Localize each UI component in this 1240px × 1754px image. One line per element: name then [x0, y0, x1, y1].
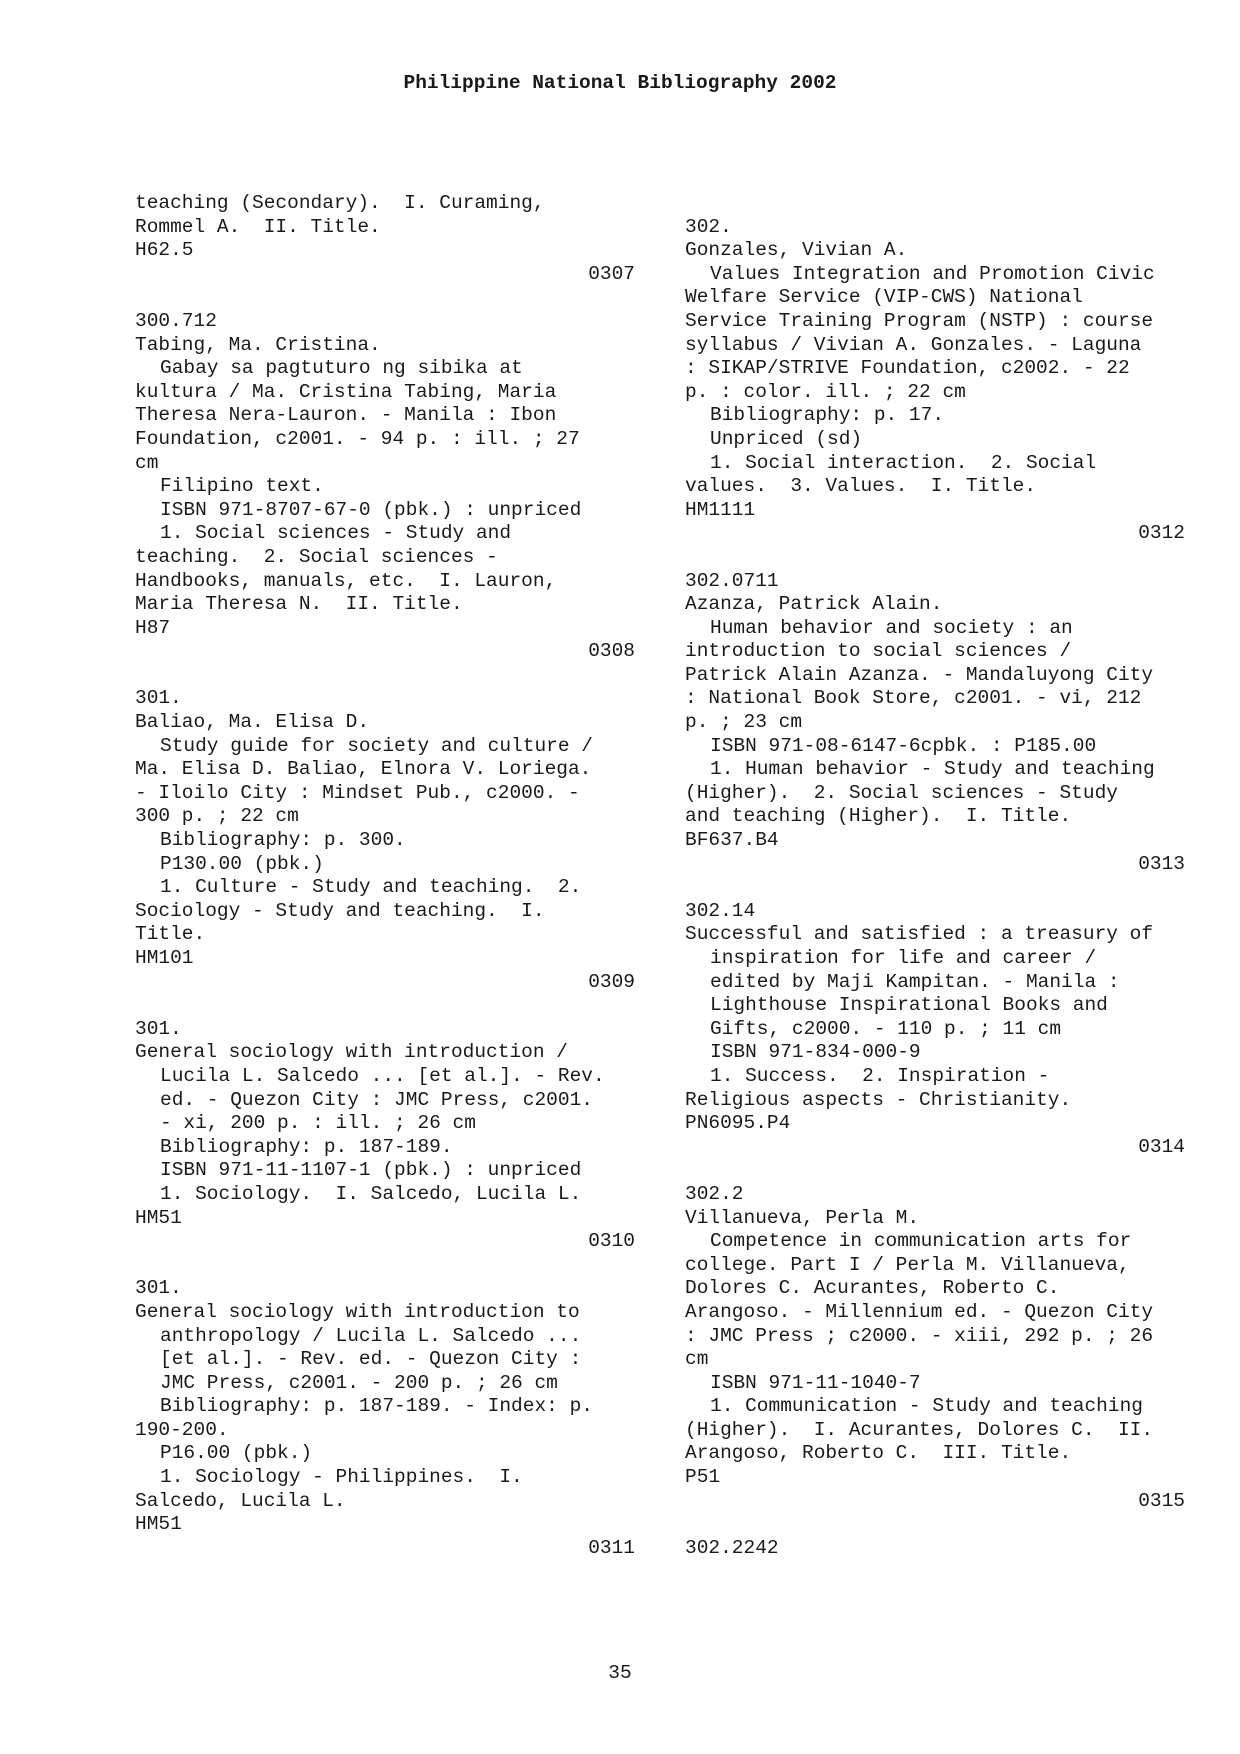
- entry-line: 1. Human behavior - Study and teaching: [710, 758, 1155, 781]
- entry-line: teaching (Secondary). I. Curaming,: [135, 192, 545, 214]
- entry-line: General sociology with introduction to: [135, 1300, 580, 1323]
- entry-line: 1. Sociology - Philippines. I.: [160, 1466, 523, 1489]
- entry-number: 0310: [588, 1230, 635, 1253]
- entry-line: Azanza, Patrick Alain.: [685, 593, 943, 616]
- entry-line: 1. Social interaction. 2. Social: [710, 451, 1097, 474]
- entry-line: P16.00 (pbk.): [160, 1442, 313, 1465]
- entry-line: Successful and satisfied : a treasury of: [685, 923, 1154, 946]
- entry-line: BF637.B4: [685, 829, 779, 852]
- entry-line: syllabus / Vivian A. Gonzales. - Laguna: [685, 333, 1142, 356]
- entry-line: values. 3. Values. I. Title.: [685, 475, 1037, 498]
- entry-line: 1. Culture - Study and teaching. 2.: [160, 876, 582, 899]
- entry-line: H62.5: [135, 239, 194, 262]
- entry-line: Competence in communication arts for: [710, 1230, 1132, 1253]
- entry-line: p. : color. ill. ; 22 cm: [685, 380, 966, 403]
- entry-line: Values Integration and Promotion Civic: [710, 262, 1155, 285]
- left-column: [135, 192, 635, 1560]
- entry-line: 1. Success. 2. Inspiration -: [710, 1064, 1050, 1087]
- entry-line: Arangoso, Roberto C. III. Title.: [685, 1442, 1072, 1465]
- entry-line: p. ; 23 cm: [685, 711, 803, 734]
- entry-line: ed. - Quezon City : JMC Press, c2001.: [160, 1088, 593, 1111]
- entry-line: JMC Press, c2001. - 200 p. ; 26 cm: [160, 1371, 558, 1394]
- entry-line: HM51: [135, 1206, 182, 1229]
- entry-line: 300 p. ; 22 cm: [135, 805, 299, 828]
- entry-line: Rommel A. II. Title.: [135, 215, 381, 238]
- entry-line: introduction to social sciences /: [685, 640, 1072, 663]
- entry-line: edited by Maji Kampitan. - Manila :: [710, 970, 1120, 993]
- entry-line: 302.14: [685, 899, 756, 922]
- entry-line: Unpriced (sd): [710, 427, 863, 450]
- entry-line: - xi, 200 p. : ill. ; 26 cm: [160, 1112, 476, 1135]
- entry-line: : JMC Press ; c2000. - xiii, 292 p. ; 26: [685, 1324, 1154, 1347]
- entry-line: Patrick Alain Azanza. - Mandaluyong City: [685, 663, 1154, 686]
- entry-line: Bibliography: p. 17.: [710, 404, 945, 427]
- entry-number: 0309: [588, 970, 635, 993]
- entry-line: (Higher). 2. Social sciences - Study: [685, 781, 1118, 804]
- entry-line: Salcedo, Lucila L.: [135, 1489, 346, 1512]
- entry-line: General sociology with introduction /: [135, 1041, 568, 1064]
- entry-line: Baliao, Ma. Elisa D.: [135, 711, 370, 734]
- entry-line: Handbooks, manuals, etc. I. Lauron,: [135, 569, 557, 592]
- entry-line: 301.: [135, 1017, 182, 1040]
- entry-line: Religious aspects - Christianity.: [685, 1088, 1072, 1111]
- entry-line: [685, 192, 1185, 216]
- entry-number: 0307: [588, 262, 635, 285]
- entry-line: Lucila L. Salcedo ... [et al.]. - Rev.: [160, 1064, 605, 1087]
- entry-line: Tabing, Ma. Cristina.: [135, 333, 381, 356]
- entry-line: Bibliography: p. 300.: [160, 829, 406, 852]
- entry-line: and teaching (Higher). I. Title.: [685, 805, 1072, 828]
- entry-line: Filipino text.: [160, 475, 324, 498]
- entry-line: ISBN 971-834-000-9: [710, 1041, 921, 1064]
- entry-line: Welfare Service (VIP-CWS) National: [685, 286, 1083, 309]
- entry-line: Foundation, c2001. - 94 p. : ill. ; 27: [135, 427, 580, 450]
- entry-line: ISBN 971-08-6147-6cpbk. : P185.00: [710, 734, 1097, 757]
- entry-line: Sociology - Study and teaching. I.: [135, 899, 545, 922]
- entry-line: [135, 286, 635, 310]
- entry-line: ISBN 971-11-1107-1 (pbk.) : unpriced: [160, 1159, 582, 1182]
- entry-line: : SIKAP/STRIVE Foundation, c2002. - 22: [685, 357, 1130, 380]
- entry-line: : National Book Store, c2001. - vi, 212: [685, 687, 1142, 710]
- entry-line: college. Part I / Perla M. Villanueva,: [685, 1253, 1130, 1276]
- entry-line: 302.: [685, 215, 732, 238]
- entry-number: 0308: [588, 640, 635, 663]
- entry-line: Bibliography: p. 187-189.: [160, 1135, 453, 1158]
- entry-line: 1. Social sciences - Study and: [160, 522, 512, 545]
- entry-line: cm: [135, 451, 159, 474]
- entry-line: HM51: [135, 1513, 182, 1536]
- entry-line: 302.2242: [685, 1536, 779, 1559]
- entry-line: Gabay sa pagtuturo ng sibika at: [160, 357, 523, 380]
- entry-line: Maria Theresa N. II. Title.: [135, 593, 463, 616]
- entry-line: teaching. 2. Social sciences -: [135, 545, 498, 568]
- page-title: Philippine National Bibliography 2002: [403, 72, 837, 94]
- entry-line: ISBN 971-11-1040-7: [710, 1371, 921, 1394]
- entry-line: HM1111: [685, 498, 756, 521]
- entry-line: Lighthouse Inspirational Books and: [710, 994, 1108, 1017]
- entry-line: Dolores C. Acurantes, Roberto C.: [685, 1277, 1060, 1300]
- entry-line: kultura / Ma. Cristina Tabing, Maria: [135, 380, 557, 403]
- entry-line: P51: [685, 1466, 721, 1489]
- entry-line: [685, 876, 1185, 900]
- entry-line: anthropology / Lucila L. Salcedo ...: [160, 1324, 582, 1347]
- entry-line: PN6095.P4: [685, 1112, 791, 1135]
- entry-line: cm: [685, 1348, 709, 1371]
- entry-number: 0313: [1138, 852, 1185, 875]
- entry-line: [685, 1159, 1185, 1183]
- entry-number: 0312: [1138, 522, 1185, 545]
- entry-line: H87: [135, 616, 171, 639]
- entry-line: - Iloilo City : Mindset Pub., c2000. -: [135, 781, 580, 804]
- entry-line: 302.0711: [685, 569, 779, 592]
- entry-line: (Higher). I. Acurantes, Dolores C. II.: [685, 1418, 1154, 1441]
- entry-line: [685, 1513, 1185, 1537]
- entry-line: [et al.]. - Rev. ed. - Quezon City :: [160, 1348, 582, 1371]
- entry-line: 1. Sociology. I. Salcedo, Lucila L.: [160, 1182, 582, 1205]
- entry-line: [685, 546, 1185, 570]
- entry-line: inspiration for life and career /: [710, 947, 1097, 969]
- entry-line: Service Training Program (NSTP) : course: [685, 309, 1154, 332]
- entry-line: P130.00 (pbk.): [160, 852, 324, 875]
- entry-line: Ma. Elisa D. Baliao, Elnora V. Loriega.: [135, 758, 592, 781]
- entry-line: Arangoso. - Millennium ed. - Quezon City: [685, 1300, 1154, 1323]
- entry-line: Bibliography: p. 187-189. - Index: p.: [160, 1395, 593, 1418]
- entry-line: [135, 994, 635, 1018]
- entry-line: Villanueva, Perla M.: [685, 1206, 920, 1229]
- entry-line: Human behavior and society : an: [710, 616, 1073, 639]
- right-column: [685, 192, 1185, 1560]
- entry-line: 301.: [135, 1277, 182, 1300]
- entry-line: Title.: [135, 923, 206, 946]
- entry-number: 0311: [588, 1536, 635, 1559]
- entry-line: HM101: [135, 947, 194, 969]
- entry-line: Gonzales, Vivian A.: [685, 239, 908, 262]
- entry-number: 0314: [1138, 1135, 1185, 1158]
- entry-line: Theresa Nera-Lauron. - Manila : Ibon: [135, 404, 557, 427]
- entry-line: Gifts, c2000. - 110 p. ; 11 cm: [710, 1017, 1062, 1040]
- entry-line: 1. Communication - Study and teaching: [710, 1395, 1143, 1418]
- page-number: 35: [608, 1662, 632, 1684]
- entry-line: 300.712: [135, 309, 217, 332]
- entry-line: Study guide for society and culture /: [160, 734, 593, 757]
- entry-line: [135, 664, 635, 688]
- entry-number: 0315: [1138, 1489, 1185, 1512]
- entry-line: 301.: [135, 687, 182, 710]
- entry-line: [135, 1254, 635, 1278]
- entry-line: ISBN 971-8707-67-0 (pbk.) : unpriced: [160, 498, 582, 521]
- entry-line: 302.2: [685, 1182, 744, 1205]
- entry-line: 190-200.: [135, 1418, 229, 1441]
